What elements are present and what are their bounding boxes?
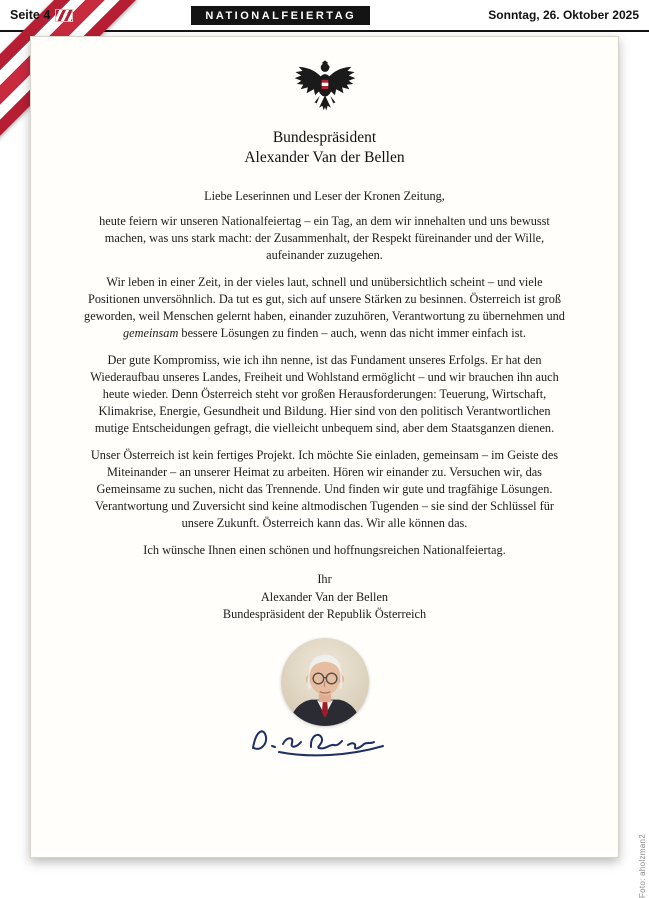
portrait-illustration: [281, 638, 369, 726]
letter-closing: [83, 571, 567, 624]
sender-title: Bundespräsident: [272, 129, 377, 146]
letter-paragraph: heute feiern wir unseren Nationalfeiertag – ein Tag, an dem wir innehalten und uns bewusst machen, was uns stark macht: der Zusammenhalt, der Respekt füreinander und der Wille, aufeinander zuzugehen.: [99, 214, 550, 263]
sender-name: Alexander Van der Bellen: [244, 149, 405, 167]
sender-block: [31, 128, 618, 168]
page-number: [10, 8, 73, 22]
letter-paragraphs: [83, 213, 567, 558]
closing-title: Bundespräsident der Republik Österreich: [222, 607, 427, 622]
page-number-label: Seite 4: [10, 8, 51, 22]
letter-body: [83, 188, 567, 624]
date-label: Sonntag, 26. Oktober 2025: [488, 8, 639, 22]
letter-paragraph: Der gute Kompromiss, wie ich ihn nenne, ist das Fundament unseres Erfolgs. Er hat den Wiederaufbau unseres Landes, Freiheit und Wohlstand ermöglicht – und wir brauchen ihn auch heute wieder. Denn Österreich steht vor großen Herausforderungen: Teuerung, Wirtschaft, Klimakrise, Energie, Gesundheit und Bildung. Hier sind von den politisch Verantwortlichen mutige Entscheidungen gefragt, die vielleicht unbequem sind, aber dem Staatsganzen dienen.: [90, 353, 559, 435]
portrait-photo: [281, 638, 369, 726]
closing-name: Alexander Van der Bellen: [260, 589, 389, 604]
letter-paragraph: Ich wünsche Ihnen einen schönen und hoffnungsreichen Nationalfeiertag.: [143, 542, 506, 557]
letter-salutation: Liebe Leserinnen und Leser der Kronen Zeitung,: [204, 189, 445, 204]
section-badge: NATIONALFEIERTAG: [191, 6, 370, 25]
letter-paragraph: Wir leben in einer Zeit, in der vieles laut, schnell und unübersichtlich scheint – und viele Positionen unversöhnlich. Da tut es gut, sich auf unsere Stärken zu besinnen. Österreich ist groß geworden, weil Menschen gelernt haben, einander zuzuhören, Verantwortung zu übernehmen und gemeinsam bessere Lösungen zu finden – auch, wenn das nicht immer einfach ist.: [84, 275, 565, 341]
letter-page: [30, 36, 619, 858]
federal-eagle-emblem: [292, 59, 358, 113]
closing-word: Ihr: [317, 571, 332, 586]
newspaper-header: [0, 0, 649, 30]
letter-paragraph: Unser Österreich ist kein fertiges Projekt. Ich möchte Sie einladen, gemeinsam – im Geiste des Miteinander – an unserer Heimat zu arbeiten. Hören wir einander zu. Versuchen wir, das Gemeinsame zu suchen, nicht das Trennende. Und finden wir gute und tragfähige Lösungen. Verantwortung und Zuversicht sind keine altmodischen Tugenden – sie sind der Schlüssel für unsere Zukunft. Österreich kann das. Wir alle können das.: [90, 447, 559, 530]
austrian-flag-icon: [55, 9, 73, 22]
photo-credit: Foto: aholzman2: [638, 834, 647, 898]
